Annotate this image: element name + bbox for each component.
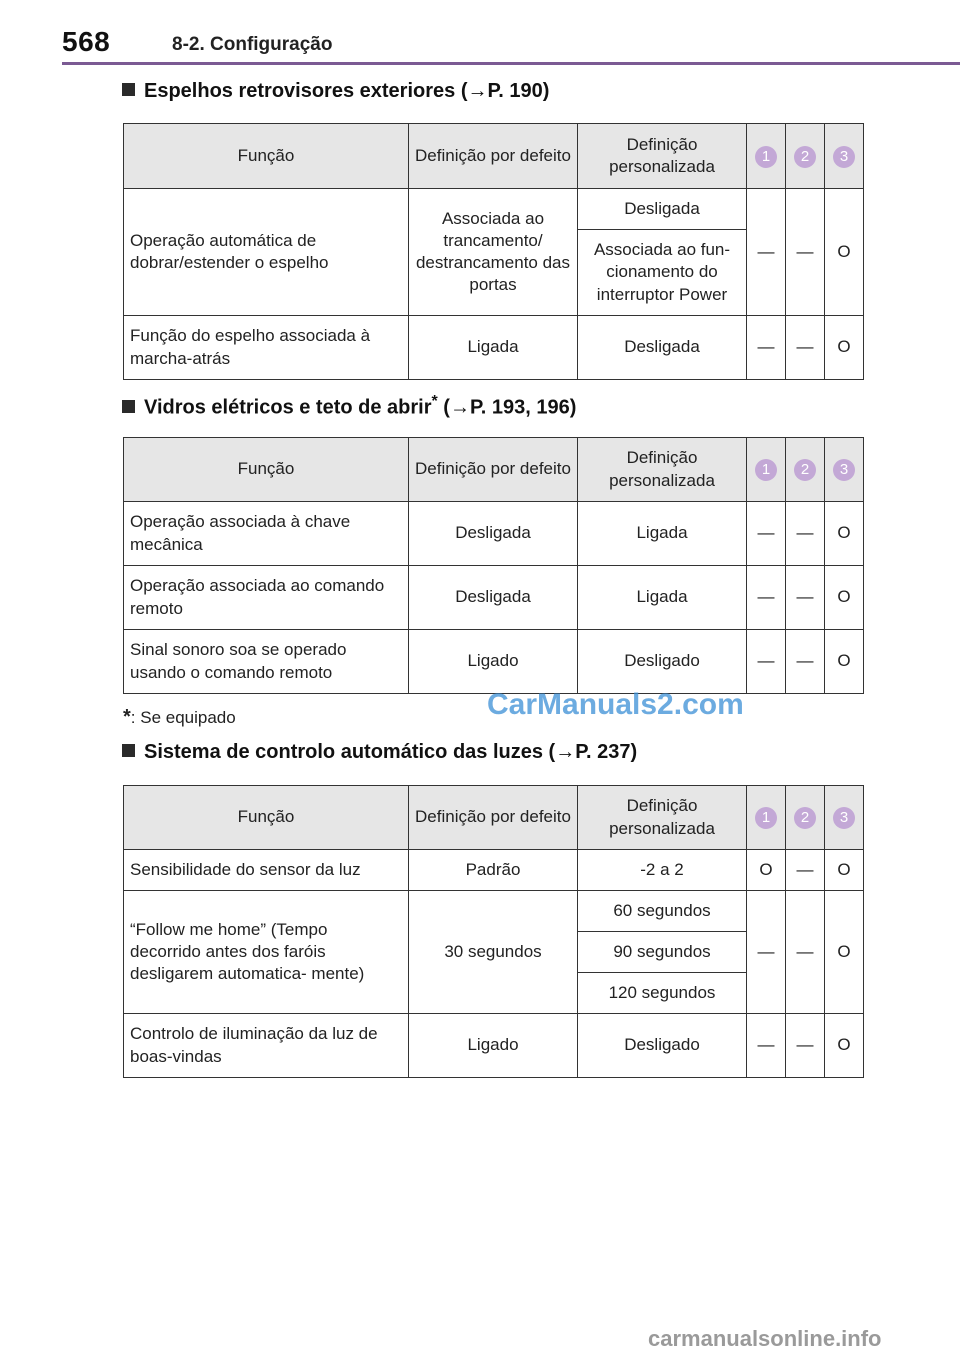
- number-circle-icon: 1: [755, 146, 777, 168]
- default-cell: Ligado: [409, 630, 578, 694]
- table-header-row: [124, 438, 864, 502]
- col-header-function: Função: [124, 786, 409, 850]
- table-row: [124, 189, 864, 230]
- function-cell: Sensibilidade do sensor da luz: [124, 850, 409, 891]
- custom-cell: 120 segundos: [578, 973, 747, 1014]
- section-title-windows: Vidros elétricos e teto de abrir* (→P. 193, 196): [122, 393, 576, 420]
- custom-cell: Desligada: [578, 189, 747, 230]
- table-row: [124, 316, 864, 380]
- square-bullet-icon: [122, 744, 135, 757]
- number-circle-icon: 1: [755, 459, 777, 481]
- mark-cell: —: [786, 502, 825, 566]
- section-title-mirrors: Espelhos retrovisores exteriores (→P. 190): [122, 80, 549, 103]
- table-row: [124, 1014, 864, 1078]
- mark-cell: —: [786, 1014, 825, 1078]
- number-circle-icon: 1: [755, 807, 777, 829]
- footer-watermark: carmanualsonline.info: [648, 1326, 882, 1351]
- footnote: *: Se equipado: [123, 706, 236, 728]
- custom-cell: Desligado: [578, 1014, 747, 1078]
- default-cell: Ligada: [409, 316, 578, 380]
- mark-cell: O: [747, 850, 786, 891]
- function-cell: Função do espelho associada à marcha-atrás: [124, 316, 409, 380]
- mark-cell: O: [825, 502, 864, 566]
- custom-cell: Desligado: [578, 630, 747, 694]
- mark-cell: O: [825, 630, 864, 694]
- table-row: [124, 850, 864, 891]
- custom-cell: Ligada: [578, 566, 747, 630]
- mark-cell: O: [825, 1014, 864, 1078]
- section-title-lights: Sistema de controlo automático das luzes (→P. 237): [122, 741, 637, 764]
- asterisk-mark: *: [123, 706, 131, 728]
- table-row: [124, 502, 864, 566]
- default-cell: 30 segundos: [409, 891, 578, 1014]
- number-circle-icon: 3: [833, 459, 855, 481]
- mark-cell: —: [786, 566, 825, 630]
- number-circle-icon: 2: [794, 146, 816, 168]
- col-header-custom: Definição personalizada: [578, 124, 747, 189]
- page-header: [62, 22, 960, 66]
- function-cell: Operação associada à chave mecânica: [124, 502, 409, 566]
- mark-cell: O: [825, 566, 864, 630]
- mark-cell: —: [786, 316, 825, 380]
- mark-cell: —: [747, 630, 786, 694]
- number-circle-icon: 2: [794, 459, 816, 481]
- function-cell: Controlo de iluminação da luz de boas-vindas: [124, 1014, 409, 1078]
- mark-cell: O: [825, 189, 864, 316]
- col-header-default: Definição por defeito: [409, 438, 578, 502]
- col-header-function: Função: [124, 124, 409, 189]
- mark-cell: —: [747, 189, 786, 316]
- table-header-row: [124, 124, 864, 189]
- col-header-custom: Definição personalizada: [578, 786, 747, 850]
- chapter-title: 8-2. Configuração: [172, 34, 333, 55]
- custom-cell: 90 segundos: [578, 932, 747, 973]
- custom-cell: -2 a 2: [578, 850, 747, 891]
- table-row: [124, 891, 864, 932]
- table-mirrors: [123, 123, 864, 380]
- asterisk-mark: *: [431, 393, 438, 410]
- mark-cell: —: [747, 1014, 786, 1078]
- number-circle-icon: 3: [833, 807, 855, 829]
- function-cell: “Follow me home” (Tempo decorrido antes dos faróis desligarem automatica- mente): [124, 891, 409, 1014]
- function-cell: Operação automática de dobrar/estender o espelho: [124, 189, 409, 316]
- col-header-default: Definição por defeito: [409, 124, 578, 189]
- mark-cell: O: [825, 316, 864, 380]
- table-row: [124, 630, 864, 694]
- mark-cell: —: [786, 891, 825, 1014]
- custom-cell: Desligada: [578, 316, 747, 380]
- function-cell: Sinal sonoro soa se operado usando o comando remoto: [124, 630, 409, 694]
- custom-cell: Associada ao fun- cionamento do interruptor Power: [578, 230, 747, 316]
- custom-cell: 60 segundos: [578, 891, 747, 932]
- page-number: 568: [62, 26, 111, 57]
- table-windows: [123, 437, 864, 694]
- mark-cell: —: [786, 630, 825, 694]
- col-header-default: Definição por defeito: [409, 786, 578, 850]
- default-cell: Ligado: [409, 1014, 578, 1078]
- default-cell: Desligada: [409, 566, 578, 630]
- default-cell: Associada ao trancamento/ destrancamento das portas: [409, 189, 578, 316]
- mark-cell: —: [747, 316, 786, 380]
- mark-cell: —: [747, 891, 786, 1014]
- square-bullet-icon: [122, 400, 135, 413]
- watermark-text: CarManuals2.com: [487, 688, 744, 721]
- number-circle-icon: 2: [794, 807, 816, 829]
- mark-cell: O: [825, 891, 864, 1014]
- col-header-function: Função: [124, 438, 409, 502]
- mark-cell: —: [786, 850, 825, 891]
- mark-cell: —: [747, 502, 786, 566]
- table-row: [124, 566, 864, 630]
- default-cell: Padrão: [409, 850, 578, 891]
- table-header-row: [124, 786, 864, 850]
- square-bullet-icon: [122, 83, 135, 96]
- function-cell: Operação associada ao comando remoto: [124, 566, 409, 630]
- col-header-custom: Definição personalizada: [578, 438, 747, 502]
- table-lights: [123, 785, 864, 1078]
- number-circle-icon: 3: [833, 146, 855, 168]
- mark-cell: —: [747, 566, 786, 630]
- custom-cell: Ligada: [578, 502, 747, 566]
- header-rule: [62, 62, 960, 65]
- default-cell: Desligada: [409, 502, 578, 566]
- mark-cell: —: [786, 189, 825, 316]
- mark-cell: O: [825, 850, 864, 891]
